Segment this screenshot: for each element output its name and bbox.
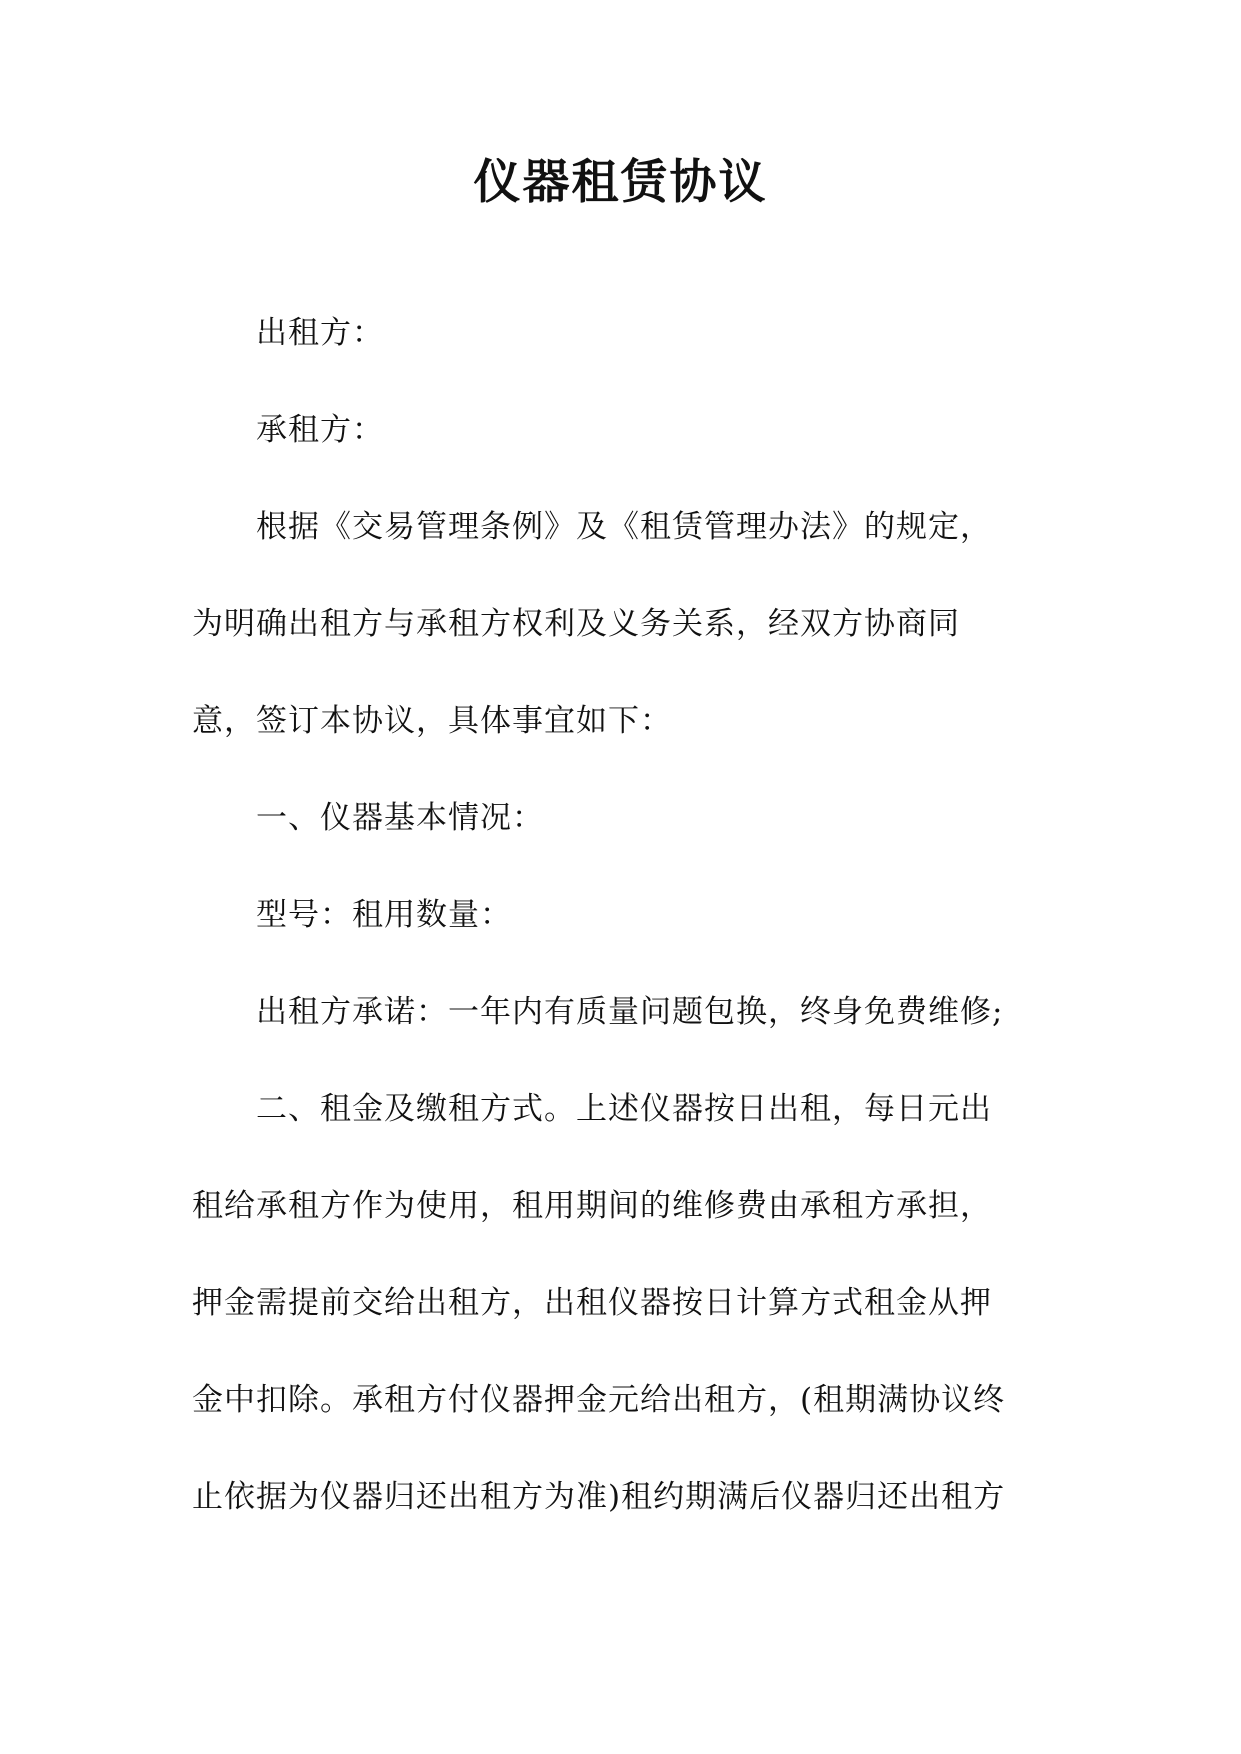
document-body <box>192 300 1052 1561</box>
lessor-promise-line: 出租方承诺：一年内有质量问题包换，终身免费维修; <box>256 994 1004 1030</box>
preamble-line-1: 根据《交易管理条例》及《租赁管理办法》的规定， <box>256 509 992 545</box>
preamble-line-3: 意，签订本协议，具体事宜如下： <box>192 703 672 739</box>
document-title: 仪器租赁协议 <box>473 155 768 210</box>
preamble-line-2: 为明确出租方与承租方权利及义务关系，经双方协商同 <box>192 606 960 642</box>
section-2-line-5: 止依据为仪器归还出租方为准)租约期满后仪器归还出租方 <box>192 1479 1006 1515</box>
section-2-line-3: 押金需提前交给出租方，出租仪器按日计算方式租金从押 <box>192 1285 992 1321</box>
section-2-line-1: 二、租金及缴租方式。上述仪器按日出租，每日元出 <box>256 1091 992 1127</box>
section-1-heading: 一、仪器基本情况： <box>256 800 544 836</box>
model-quantity-line: 型号：租用数量： <box>256 897 512 933</box>
lessee-line: 承租方： <box>256 412 384 448</box>
lessor-line: 出租方： <box>256 315 384 351</box>
section-2-line-2: 租给承租方作为使用，租用期间的维修费由承租方承担， <box>192 1188 992 1224</box>
section-2-line-4: 金中扣除。承租方付仪器押金元给出租方，(租期满协议终 <box>192 1382 1006 1418</box>
